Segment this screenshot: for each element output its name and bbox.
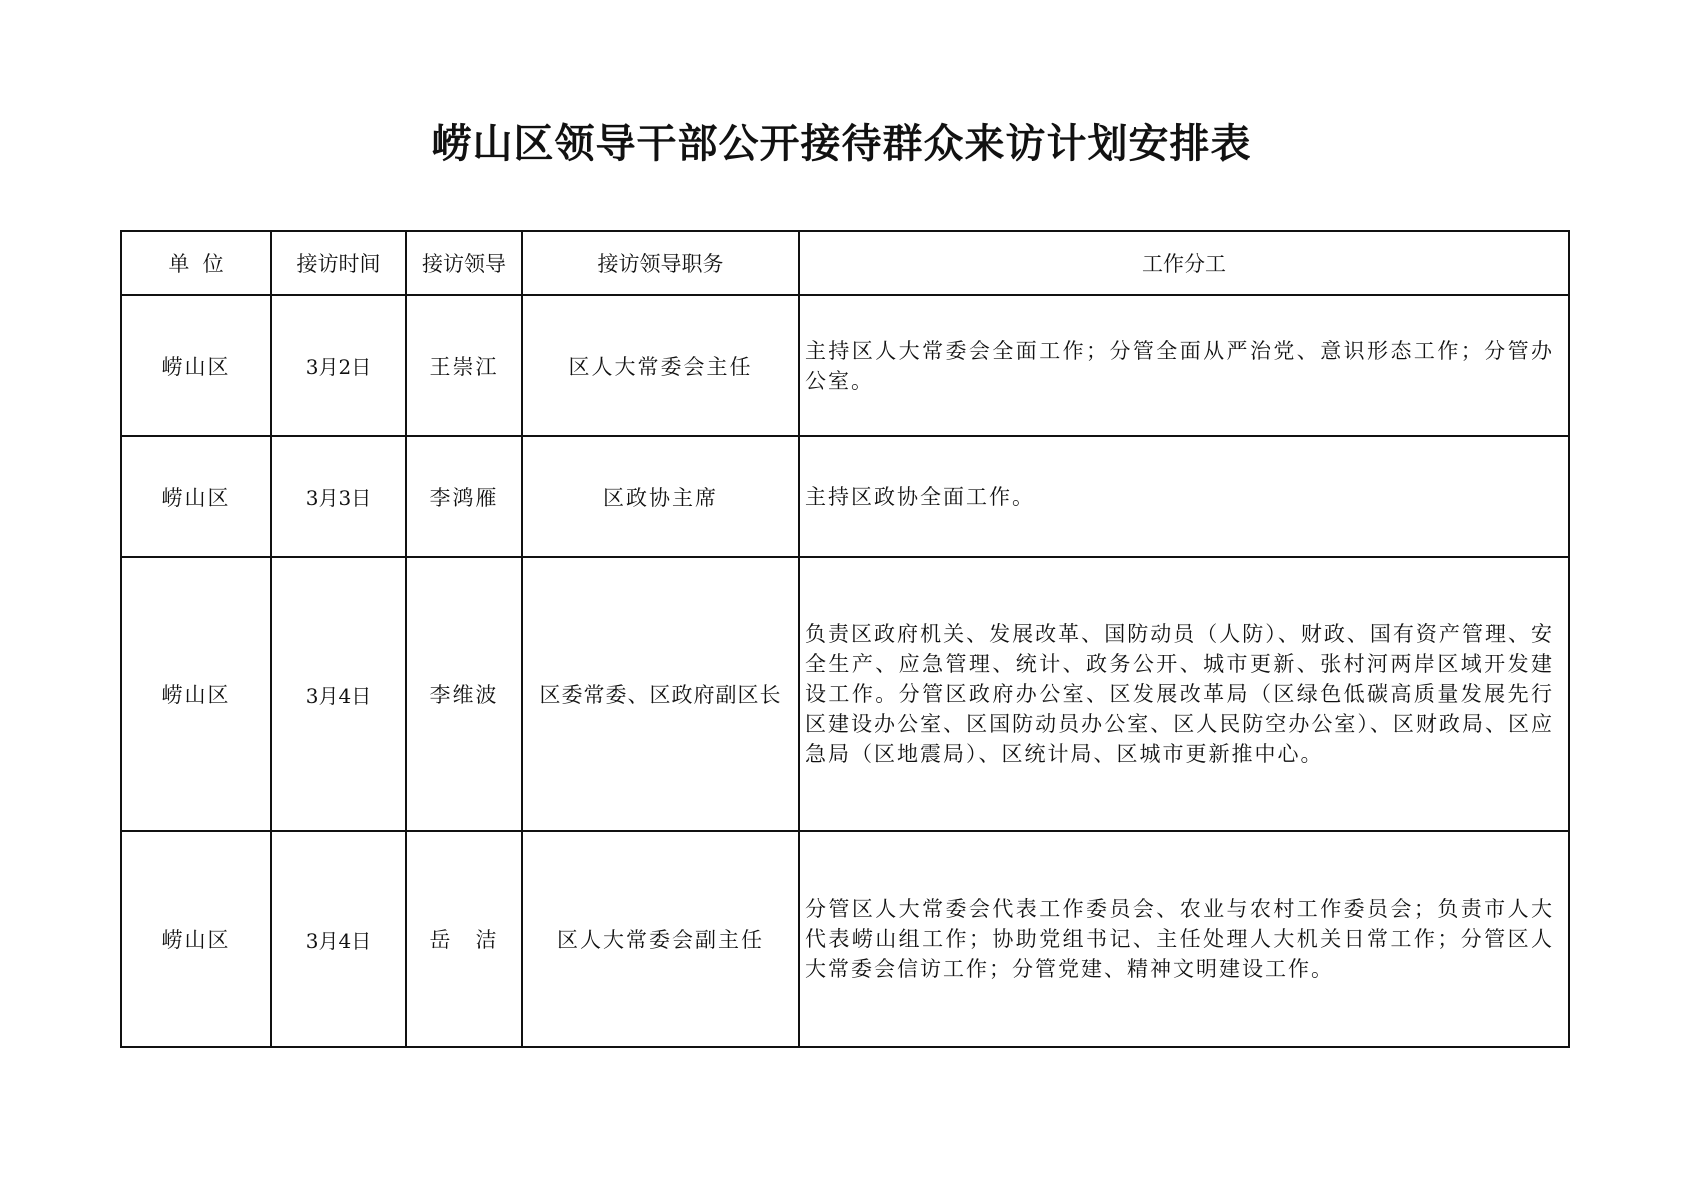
- cell-date: 3月2日: [271, 295, 406, 436]
- cell-leader: 岳 洁: [406, 831, 522, 1047]
- document-title: 崂山区领导干部公开接待群众来访计划安排表: [431, 120, 1252, 167]
- cell-leader: 王崇江: [406, 295, 522, 436]
- header-unit: 单 位: [121, 231, 271, 295]
- cell-date: 3月4日: [271, 831, 406, 1047]
- table-row: [121, 557, 1569, 831]
- cell-position: 区委常委、区政府副区长: [522, 557, 799, 831]
- reception-schedule-table: [120, 230, 1570, 1048]
- cell-unit: 崂山区: [121, 557, 271, 831]
- cell-position: 区人大常委会主任: [522, 295, 799, 436]
- header-reception-date: 接访时间: [271, 231, 406, 295]
- cell-date: 3月4日: [271, 557, 406, 831]
- cell-leader: 李鸿雁: [406, 436, 522, 557]
- cell-unit: 崂山区: [121, 831, 271, 1047]
- cell-duties: 负责区政府机关、发展改革、国防动员（人防）、财政、国有资产管理、安全生产、应急管理、统计、政务公开、城市更新、张村河两岸区域开发建设工作。分管区政府办公室、区发展改革局（区绿色低碳高质量发展先行区建设办公室、区国防动员办公室、区人民防空办公室）、区财政局、区应急局（区地震局）、区统计局、区城市更新推中心。: [799, 557, 1569, 831]
- cell-date: 3月3日: [271, 436, 406, 557]
- cell-unit: 崂山区: [121, 436, 271, 557]
- header-work-division: 工作分工: [799, 231, 1569, 295]
- table-row: [121, 436, 1569, 557]
- cell-duties: 主持区人大常委会全面工作；分管全面从严治党、意识形态工作；分管办公室。: [799, 295, 1569, 436]
- cell-position: 区政协主席: [522, 436, 799, 557]
- table-header-row: [121, 231, 1569, 295]
- cell-duties: 分管区人大常委会代表工作委员会、农业与农村工作委员会；负责市人大代表崂山组工作；协助党组书记、主任处理人大机关日常工作；分管区人大常委会信访工作；分管党建、精神文明建设工作。: [799, 831, 1569, 1047]
- cell-position: 区人大常委会副主任: [522, 831, 799, 1047]
- cell-leader: 李维波: [406, 557, 522, 831]
- cell-duties: 主持区政协全面工作。: [799, 436, 1569, 557]
- table-row: [121, 831, 1569, 1047]
- table-row: [121, 295, 1569, 436]
- cell-unit: 崂山区: [121, 295, 271, 436]
- header-reception-leader: 接访领导: [406, 231, 522, 295]
- header-leader-position: 接访领导职务: [522, 231, 799, 295]
